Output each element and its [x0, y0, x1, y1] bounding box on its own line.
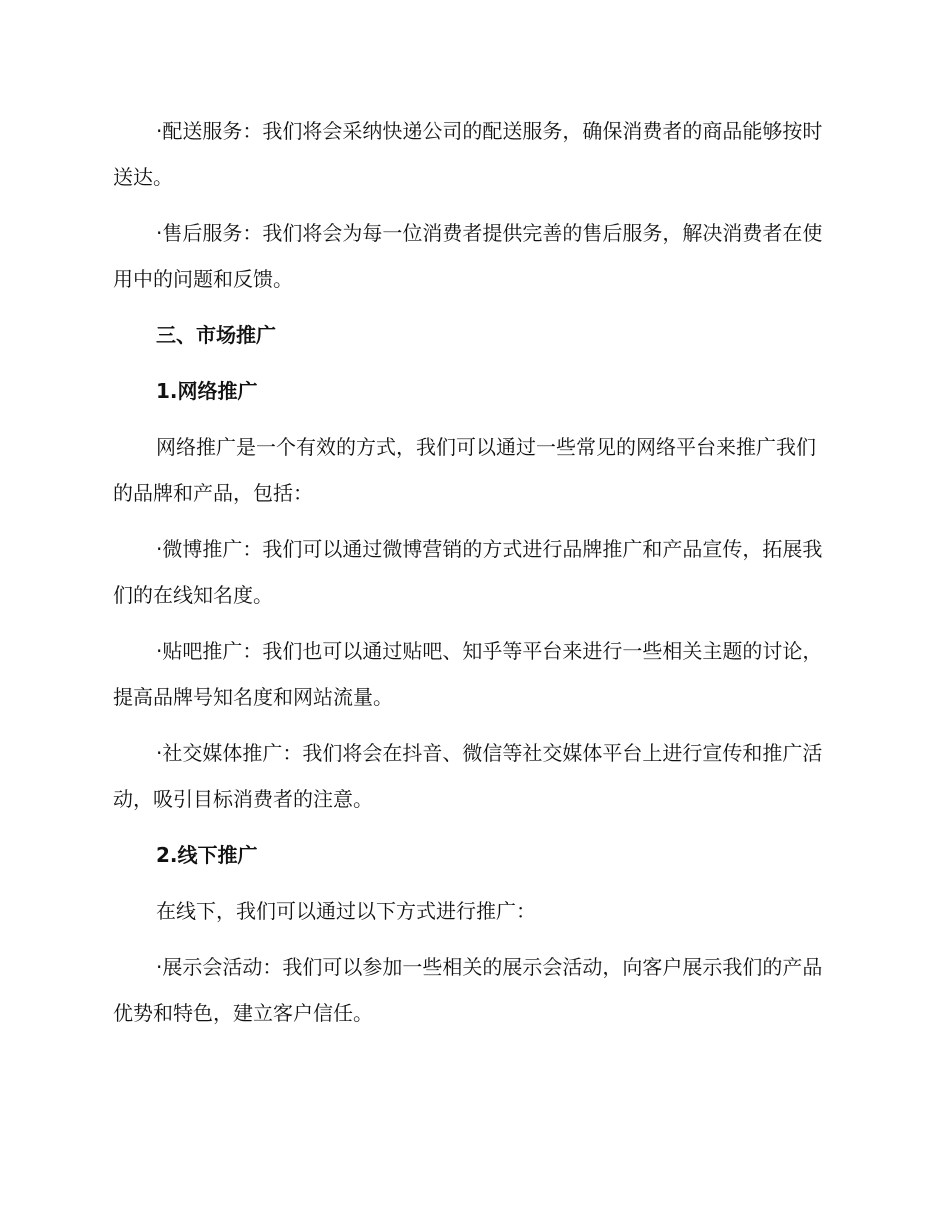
bullet-weibo-promotion: ·微博推广：我们可以通过微博营销的方式进行品牌推广和产品宣传，拓展我们的在线知名度。: [113, 537, 823, 607]
bullet-delivery-service: ·配送服务：我们将会采纳快递公司的配送服务，确保消费者的商品能够按时送达。: [113, 119, 823, 189]
bullet-after-sales-service: ·售后服务：我们将会为每一位消费者提供完善的售后服务，解决消费者在使用中的问题和反馈。: [113, 221, 823, 291]
section-heading-market-promotion: 三、市场推广: [156, 323, 276, 347]
document-page: [113, 108, 833, 1046]
subheading-online-promotion: 1.网络推广: [156, 379, 258, 403]
subheading-offline-promotion: 2.线下推广: [156, 843, 258, 867]
bullet-exhibition-activity: ·展示会活动：我们可以参加一些相关的展示会活动，向客户展示我们的产品优势和特色，建立客户信任。: [113, 955, 823, 1025]
bullet-tieba-promotion: ·贴吧推广：我们也可以通过贴吧、知乎等平台来进行一些相关主题的讨论，提高品牌号知名度和网站流量。: [113, 639, 823, 709]
paragraph-online-intro: 网络推广是一个有效的方式，我们可以通过一些常见的网络平台来推广我们的品牌和产品，包括：: [113, 435, 816, 505]
bullet-social-media-promotion: ·社交媒体推广：我们将会在抖音、微信等社交媒体平台上进行宣传和推广活动，吸引目标消费者的注意。: [113, 741, 823, 811]
paragraph-offline-intro: 在线下，我们可以通过以下方式进行推广：: [156, 899, 536, 923]
